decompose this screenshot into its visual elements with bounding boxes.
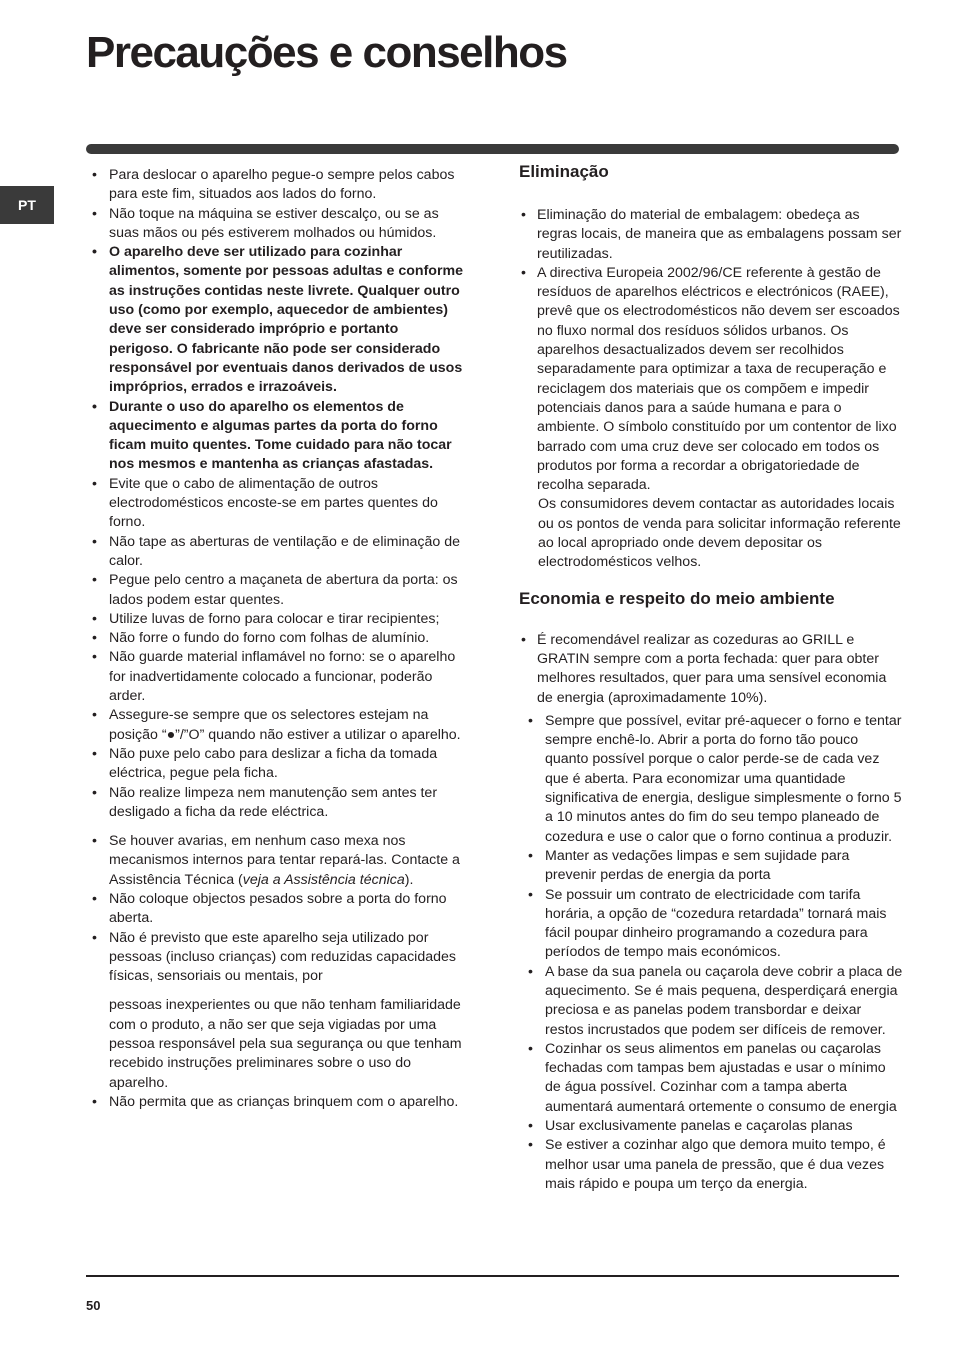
list-item: • Manter as vedações limpas e sem sujidade para prevenir perdas de energia da porta xyxy=(519,847,903,886)
list-item: • Não coloque objectos pesados sobre a porta do forno aberta. xyxy=(90,890,466,929)
page-title: Precauções e conselhos xyxy=(86,28,567,77)
list-item: • Não forre o fundo do forno com folhas de alumínio. xyxy=(90,629,466,648)
list-item: • É recomendável realizar as cozeduras ao GRILL e GRATIN sempre com a porta fechada: quer para obter melhores resultados, quer para uma sensível economia de energia (aproximadamente 10%). xyxy=(519,631,903,708)
avarias-text: Se houver avarias, em nenhum caso mexa nos mecanismos internos para tentar repará-las. Contacte a Assistência Técnica ( xyxy=(109,833,460,888)
list-item-bold: • Durante o uso do aparelho os elementos de aquecimento e algumas partes da porta do forno ficam muito quentes. Tome cuidado para não tocar nos mesmos e mantenha as crianças afastadas. xyxy=(90,398,466,475)
left-column xyxy=(90,166,466,1112)
list-item: • Cozinhar os seus alimentos em panelas ou caçarolas fechadas com tampas bem ajustadas e usar o mínimo de água possível. Cozinhar com a tampa aberta aumentará aumentará ortemente o consumo de energia xyxy=(519,1040,903,1117)
list-item: • A base da sua panela ou caçarola deve cobrir a placa de aquecimento. Se é mais pequena, desperdiçará energia preciosa e as panelas podem transbordar e deixar restos incrustados que podem ser difíceis de remover. xyxy=(519,963,903,1040)
list-item-bold: • O aparelho deve ser utilizado para cozinhar alimentos, somente por pessoas adultas e conforme as instruções contidas neste livrete. Qualquer outro uso (como por exemplo, aquecedor de ambientes) deve ser considerado impróprio e portanto perigoso. O fabricante não pode ser considerado responsável por eventuais danos derivados de usos impróprios, errados e irrazoáveis. xyxy=(90,243,466,397)
section-heading-eliminacao: Eliminação xyxy=(519,162,609,181)
section-heading-economia: Economia e respeito do meio ambiente xyxy=(519,588,835,608)
list-item: • Não guarde material inflamável no forno: se o aparelho for inadvertidamente colocado a funcionar, poderão arder. xyxy=(90,648,466,706)
avarias-italic: veja a Assistência técnica xyxy=(242,871,405,888)
precautions-list xyxy=(90,166,466,822)
page-number: 50 xyxy=(86,1298,101,1313)
eliminacao-list xyxy=(519,206,903,495)
economia-tips-list xyxy=(519,712,903,1194)
economia-list xyxy=(519,631,903,708)
language-tab: PT xyxy=(0,186,54,224)
list-item: • Não é previsto que este aparelho seja utilizado por pessoas (incluso crianças) com reduzidas capacidades físicas, sensoriais ou mentais, por xyxy=(90,929,466,987)
list-item: • Assegure-se sempre que os selectores estejam na posição “●”/”O” quando não estiver a utilizar o aparelho. xyxy=(90,706,466,745)
precautions-list-2 xyxy=(90,832,466,986)
list-item: • Se possuir um contrato de electricidade com tarifa horária, a opção de “cozedura retardada” tornará mais fácil poupar dinheiro programando a cozedura para períodos de tempo mais económicos. xyxy=(519,886,903,963)
list-item: • Eliminação do material de embalagem: obedeça as regras locais, de maneira que as embalagens possam ser reutilizadas. xyxy=(519,206,903,264)
eliminacao-paragraph: Os consumidores devem contactar as autoridades locais ou os pontos de venda para solicitar informação referente ao local apropriado onde devem depositar os electrodomésticos velhos. xyxy=(538,496,901,571)
list-item: • Evite que o cabo de alimentação de outros electrodomésticos encoste-se em partes quentes do forno. xyxy=(90,475,466,533)
list-item: • Para deslocar o aparelho pegue-o sempre pelos cabos para este fim, situados aos lados do forno. xyxy=(90,166,466,205)
list-item-avarias xyxy=(90,832,466,890)
list-continuation: pessoas inexperientes ou que não tenham familiaridade com o produto, a não ser que seja vigiadas por uma pessoa responsável pela sua segurança ou que tenham recebido instruções preliminares sobre o uso do aparelho. xyxy=(109,997,462,1091)
list-item: • Usar exclusivamente panelas e caçarolas planas xyxy=(519,1117,903,1136)
list-item: • Utilize luvas de forno para colocar e tirar recipientes; xyxy=(90,610,466,629)
list-item: • Não tape as aberturas de ventilação e de eliminação de calor. xyxy=(90,533,466,572)
avarias-end: ). xyxy=(404,871,414,888)
list-item: • Não permita que as crianças brinquem com o aparelho. xyxy=(90,1093,466,1112)
list-item: • Não realize limpeza nem manutenção sem antes ter desligado a ficha da rede eléctrica. xyxy=(90,784,466,823)
list-item: • Não puxe pelo cabo para deslizar a ficha da tomada eléctrica, pegue pela ficha. xyxy=(90,745,466,784)
right-column xyxy=(519,160,903,1194)
list-item: • Pegue pelo centro a maçaneta de abertura da porta: os lados podem estar quentes. xyxy=(90,571,466,610)
header-divider-bar xyxy=(86,144,899,154)
precautions-list-3 xyxy=(90,1093,466,1112)
list-item: • Não toque na máquina se estiver descalço, ou se as suas mãos ou pés estiverem molhados ou húmidos. xyxy=(90,205,466,244)
footer-divider xyxy=(86,1275,899,1277)
list-item: • A directiva Europeia 2002/96/CE referente à gestão de resíduos de aparelhos eléctricos e electrónicos (RAEE), prevê que os electrodomésticos não devem ser escoados no fluxo normal dos resíduos sólidos urbanos. Os aparelhos desactualizados devem ser recolhidos separadamente para optimizar a taxa de recuperação e reciclagem dos materiais que os compõem e impedir potenciais danos para a saúde humana e para o ambiente. O símbolo constituído por um contentor de lixo barrado com uma cruz deve ser colocado em todos os produtos por forma a recordar a obrigatoriedade de recolha separada. xyxy=(519,264,903,496)
list-item: • Se estiver a cozinhar algo que demora muito tempo, é melhor usar uma panela de pressão, que é dua vezes mais rápido e poupa um terço da energia. xyxy=(519,1136,903,1194)
list-item: • Sempre que possível, evitar pré-aquecer o forno e tentar sempre enchê-lo. Abrir a porta do forno tão pouco quanto possível porque o calor perde-se de cada vez que é aberta. Para economizar uma quantidade significativa de energia, desligue simplesmente o forno 5 a 10 minutos antes do fim do seu tempo planeado de cozedura e use o calor que o forno continua a produzir. xyxy=(519,712,903,847)
